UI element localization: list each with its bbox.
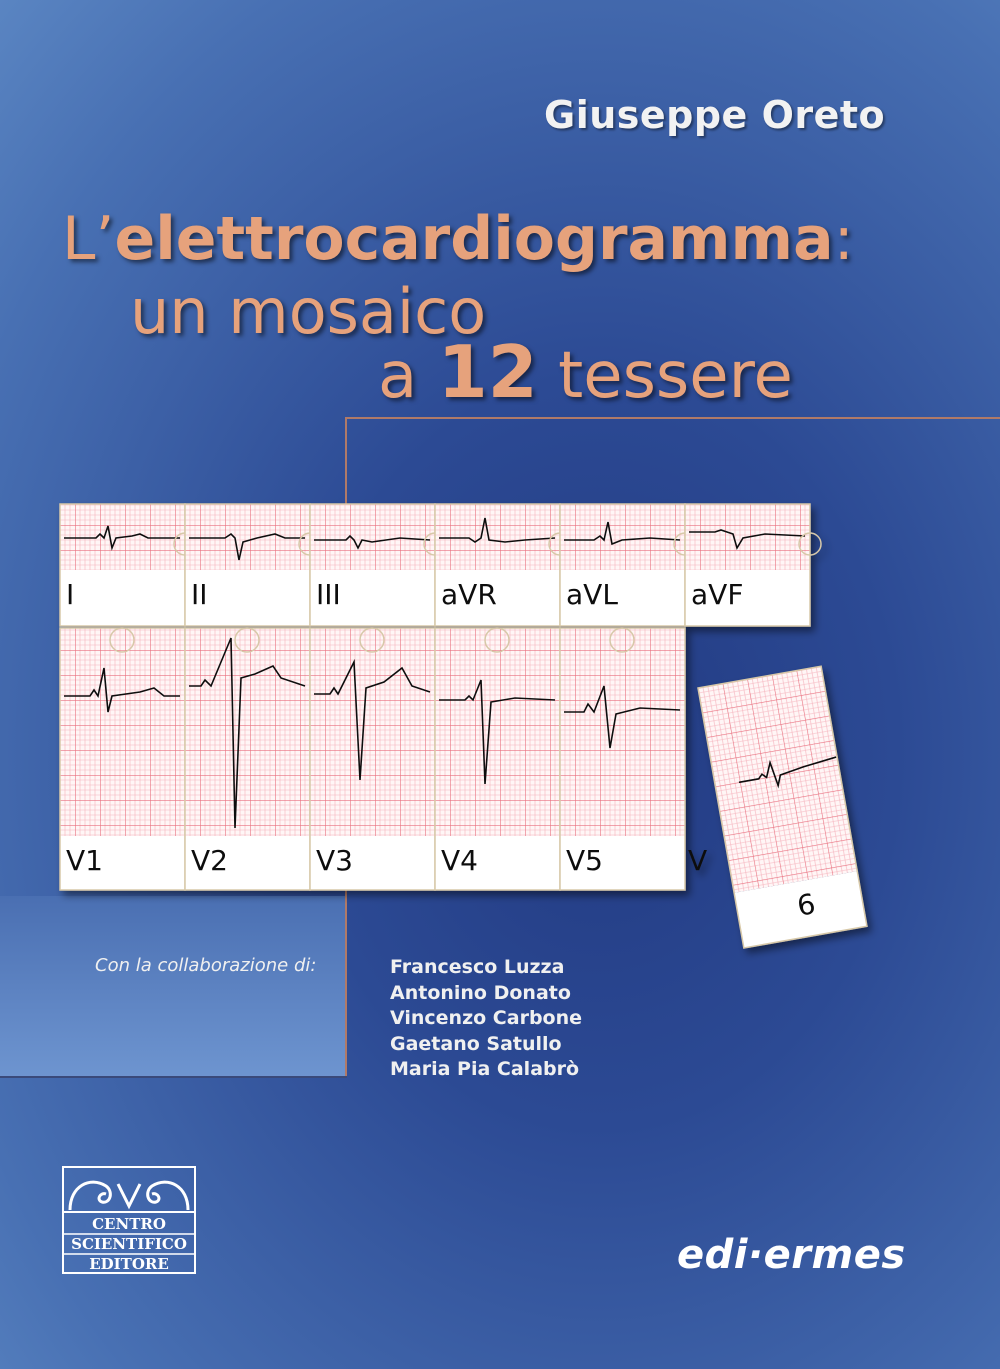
lead-label: aVL (566, 578, 618, 611)
edi-ermes-logo: edi·ermes (677, 1232, 906, 1278)
title-a: a (378, 339, 418, 413)
lead-label: V4 (441, 844, 478, 877)
lead-label-partial: V (688, 844, 708, 877)
collaboration-label: Con la collaborazione di: (95, 955, 317, 976)
lead-tile-top (310, 504, 446, 626)
title-main: elettrocardiogramma (114, 204, 834, 274)
loose-lead-tile (698, 666, 867, 948)
publisher-line: EDITORE (89, 1255, 169, 1273)
collaborator-name: Francesco Luzza (390, 956, 565, 978)
title-prefix: L’ (62, 204, 115, 274)
collaborator-list (390, 955, 582, 1083)
lead-label: II (191, 578, 208, 611)
title-colon: : (833, 204, 854, 274)
lead-label: aVR (441, 578, 497, 611)
lead-label: V3 (316, 844, 353, 877)
title-number: 12 (437, 330, 538, 414)
collaborator-name: Gaetano Satullo (390, 1032, 562, 1055)
collaborator-name: Maria Pia Calabrò (390, 1058, 580, 1080)
lead-label: I (66, 578, 75, 611)
publisher-line: CENTRO (92, 1215, 166, 1233)
lead-tile-top (60, 504, 196, 626)
lead-tile-top (560, 504, 696, 626)
lead-label: aVF (691, 578, 744, 611)
lead-tile-bottom (435, 628, 560, 890)
title-line-2: un mosaico (130, 275, 487, 348)
collaborator-name: Antonino Donato (390, 981, 571, 1004)
collaborator-name: Vincenzo Carbone (390, 1007, 583, 1029)
lead-label: V5 (566, 844, 603, 877)
lead-tile-bottom (185, 628, 310, 890)
lead-label: V1 (66, 844, 103, 877)
lead-label: III (316, 578, 341, 611)
lead-tile-bottom (310, 628, 435, 890)
title-tessere: tessere (558, 339, 793, 413)
lead-tile-top (685, 504, 821, 626)
publisher-line: SCIENTIFICO (71, 1235, 187, 1253)
publisher-text (62, 1214, 196, 1274)
lead-tile-bottom (60, 628, 185, 890)
lead-tile-top (435, 504, 571, 626)
lead-label: V2 (191, 844, 228, 877)
lead-tile-top (185, 504, 321, 626)
lead-label: 6 (794, 887, 818, 923)
lead-tile-bottom (560, 628, 685, 890)
author-name: Giuseppe Oreto (544, 93, 886, 137)
